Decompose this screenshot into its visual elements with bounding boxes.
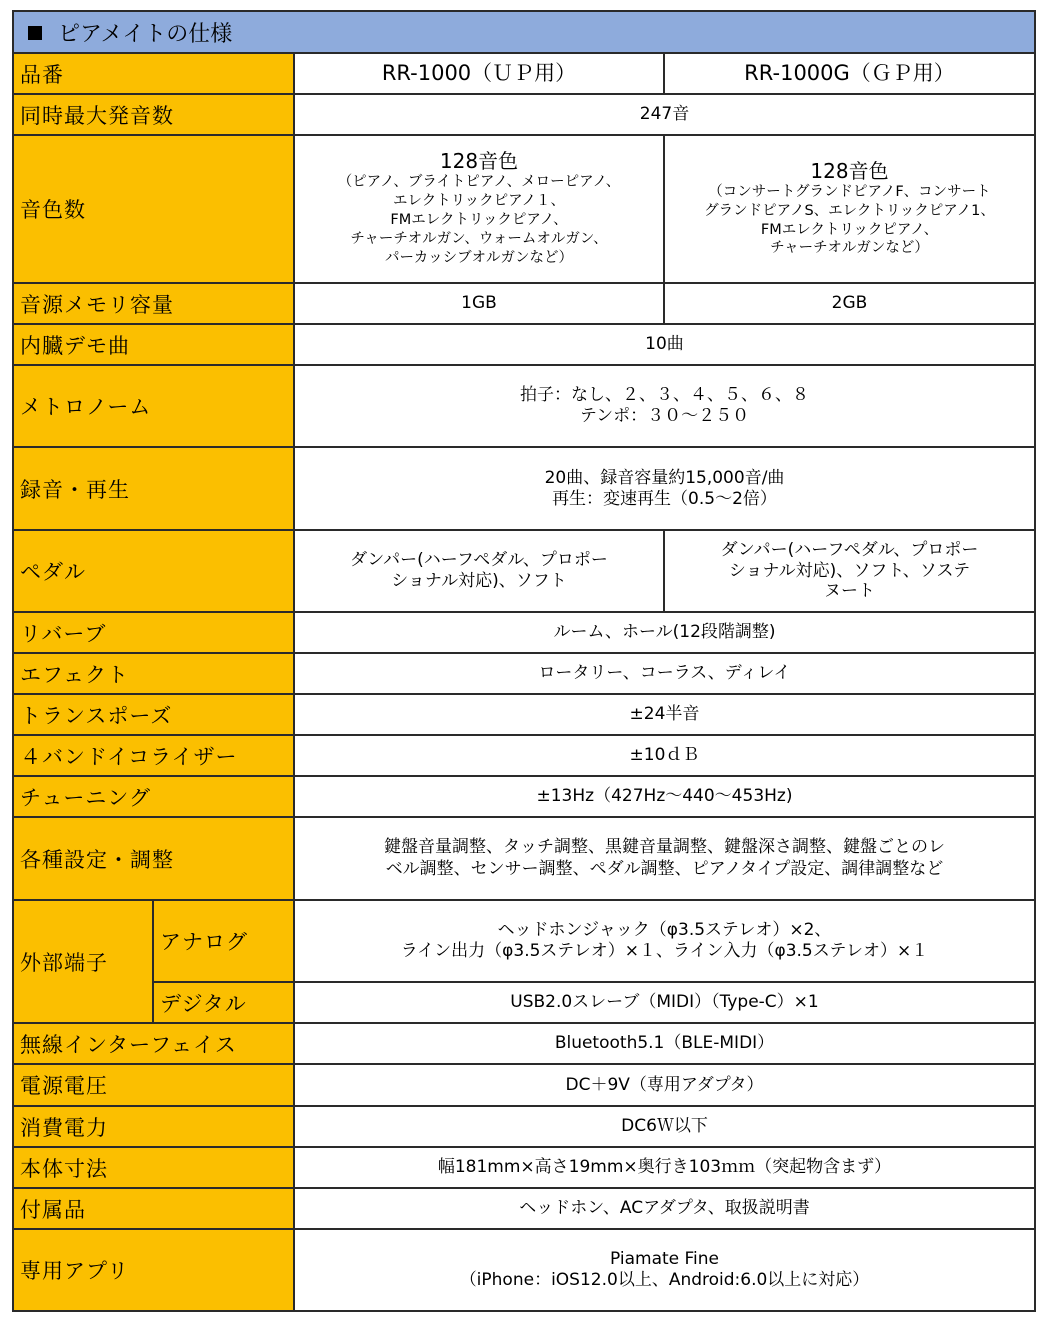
value-app bbox=[294, 1229, 1035, 1311]
row-demo bbox=[13, 324, 1035, 365]
label-tones: 音色数 bbox=[13, 135, 294, 283]
row-dimensions bbox=[13, 1147, 1035, 1188]
label-eq: ４バンドイコライザー bbox=[13, 735, 294, 776]
value-tuning: ±13Hz（427Hz～440～453Hz) bbox=[294, 776, 1035, 817]
label-settings: 各種設定・調整 bbox=[13, 817, 294, 900]
label-power: 消費電力 bbox=[13, 1106, 294, 1147]
label-dimensions: 本体寸法 bbox=[13, 1147, 294, 1188]
tones-up-line: エレクトリックピアノ１、 bbox=[393, 193, 565, 210]
label-recording: 録音・再生 bbox=[13, 447, 294, 530]
row-terminals-digital bbox=[13, 982, 1035, 1023]
value-power: DC6Ｗ以下 bbox=[294, 1106, 1035, 1147]
label-analog: アナログ bbox=[153, 900, 294, 982]
value-memory-gp: 2GB bbox=[664, 283, 1035, 324]
row-pedal bbox=[13, 530, 1035, 612]
value-wireless: Bluetooth5.1（BLE-MIDI） bbox=[294, 1023, 1035, 1064]
title-row bbox=[13, 11, 1035, 53]
tones-up-line: （ピアノ、ブライトピアノ、メローピアノ、 bbox=[337, 174, 621, 191]
tones-up-line: FMエレクトリックピアノ、 bbox=[390, 212, 568, 229]
pedal-gp-line: ヌート bbox=[824, 581, 875, 602]
row-eq bbox=[13, 735, 1035, 776]
row-settings bbox=[13, 817, 1035, 900]
label-voltage: 電源電圧 bbox=[13, 1064, 294, 1106]
label-model: 品番 bbox=[13, 53, 294, 94]
label-polyphony: 同時最大発音数 bbox=[13, 94, 294, 135]
value-transpose: ±24半音 bbox=[294, 694, 1035, 735]
label-transpose: トランスポーズ bbox=[13, 694, 294, 735]
tones-up-line: チャーチオルガン、ウォームオルガン、 bbox=[350, 230, 608, 247]
row-app bbox=[13, 1229, 1035, 1311]
label-tuning: チューニング bbox=[13, 776, 294, 817]
spec-title-cell bbox=[13, 11, 1035, 53]
value-pedal-up bbox=[294, 530, 664, 612]
spec-table bbox=[12, 10, 1036, 1312]
value-model-gp: RR-1000G（ＧＰ用） bbox=[664, 53, 1035, 94]
row-polyphony bbox=[13, 94, 1035, 135]
metronome-line: テンポ：３０～２５０ bbox=[579, 406, 750, 426]
row-memory bbox=[13, 283, 1035, 324]
row-recording bbox=[13, 447, 1035, 530]
row-tones bbox=[13, 135, 1035, 283]
tones-up-line: パーカッシブオルガンなど） bbox=[385, 249, 573, 266]
row-accessories bbox=[13, 1188, 1035, 1229]
value-pedal-gp bbox=[664, 530, 1035, 612]
tones-gp-line: FMエレクトリックピアノ、 bbox=[760, 221, 939, 238]
label-wireless: 無線インターフェイス bbox=[13, 1023, 294, 1064]
pedal-gp-line: ショナル対応)、ソフト、ソステ bbox=[728, 560, 971, 581]
pedal-up-line: ダンパー(ハーフペダル、プロポー bbox=[350, 550, 608, 571]
label-pedal: ペダル bbox=[13, 530, 294, 612]
row-wireless bbox=[13, 1023, 1035, 1064]
value-digital: USB2.0スレーブ（MIDI）（Type-C）×1 bbox=[294, 982, 1035, 1023]
value-voltage: DC＋9V（専用アダプタ） bbox=[294, 1064, 1035, 1106]
settings-line: ベル調整、センサー調整、ペダル調整、ピアノタイプ設定、調律調整など bbox=[385, 858, 944, 879]
row-power bbox=[13, 1106, 1035, 1147]
label-digital: デジタル bbox=[153, 982, 294, 1023]
recording-line: 20曲、録音容量約15,000音/曲 bbox=[544, 467, 785, 488]
square-bullet-icon bbox=[28, 26, 42, 40]
pedal-up-line: ショナル対応)、ソフト bbox=[391, 571, 567, 591]
value-tones-up bbox=[294, 135, 664, 283]
label-app: 専用アプリ bbox=[13, 1229, 294, 1311]
spec-title: ピアメイトの仕様 bbox=[58, 21, 233, 47]
value-polyphony: 247音 bbox=[294, 94, 1035, 135]
value-analog bbox=[294, 900, 1035, 982]
value-effect: ロータリー、コーラス、ディレイ bbox=[294, 653, 1035, 694]
value-recording bbox=[294, 447, 1035, 530]
label-metronome: メトロノーム bbox=[13, 365, 294, 447]
label-accessories: 付属品 bbox=[13, 1188, 294, 1229]
tones-gp-line: チャーチオルガンなど） bbox=[770, 240, 929, 257]
row-voltage bbox=[13, 1064, 1035, 1106]
tones-gp-line: （コンサートグランドピアノF、コンサート bbox=[708, 183, 991, 200]
metronome-line: 拍子：なし、２、３、４、５、６、８ bbox=[520, 385, 809, 406]
analog-line: ライン出力（φ3.5ステレオ）×１、ライン入力（φ3.5ステレオ）×１ bbox=[400, 941, 929, 961]
value-demo: 10曲 bbox=[294, 324, 1035, 365]
analog-line: ヘッドホンジャック（φ3.5ステレオ）×2、 bbox=[497, 920, 832, 941]
row-model bbox=[13, 53, 1035, 94]
value-eq: ±10ｄＢ bbox=[294, 735, 1035, 776]
label-reverb: リバーブ bbox=[13, 612, 294, 653]
value-settings bbox=[294, 817, 1035, 900]
pedal-gp-line: ダンパー(ハーフペダル、プロポー bbox=[720, 539, 979, 560]
label-demo: 内臓デモ曲 bbox=[13, 324, 294, 365]
row-reverb bbox=[13, 612, 1035, 653]
value-reverb: ルーム、ホール(12段階調整) bbox=[294, 612, 1035, 653]
row-metronome bbox=[13, 365, 1035, 447]
settings-line: 鍵盤音量調整、タッチ調整、黒鍵音量調整、鍵盤深さ調整、鍵盤ごとのレ bbox=[384, 836, 945, 857]
tones-gp-line: グランドピアノS、エレクトリックピアノ1、 bbox=[704, 202, 995, 219]
label-memory: 音源メモリ容量 bbox=[13, 283, 294, 324]
label-effect: エフェクト bbox=[13, 653, 294, 694]
value-dimensions: 幅181mm×高さ19mm×奥行き103ｍｍ（突起物含まず） bbox=[294, 1147, 1035, 1188]
recording-line: 再生：変速再生（0.5～2倍） bbox=[552, 488, 777, 509]
row-transpose bbox=[13, 694, 1035, 735]
app-line: （iPhone：iOS12.0以上、Android:6.0以上に対応） bbox=[459, 1270, 870, 1290]
value-tones-gp bbox=[664, 135, 1035, 283]
tones-up-head: 128音色 bbox=[439, 149, 519, 174]
row-tuning bbox=[13, 776, 1035, 817]
row-effect bbox=[13, 653, 1035, 694]
value-model-up: RR-1000（ＵＰ用） bbox=[294, 53, 664, 94]
value-accessories: ヘッドホン、ACアダプタ、取扱説明書 bbox=[294, 1188, 1035, 1229]
label-terminals: 外部端子 bbox=[13, 900, 153, 1023]
row-terminals-analog bbox=[13, 900, 1035, 982]
value-metronome bbox=[294, 365, 1035, 447]
value-memory-up: 1GB bbox=[294, 283, 664, 324]
app-line: Piamate Fine bbox=[609, 1249, 720, 1270]
tones-gp-head: 128音色 bbox=[810, 158, 889, 183]
